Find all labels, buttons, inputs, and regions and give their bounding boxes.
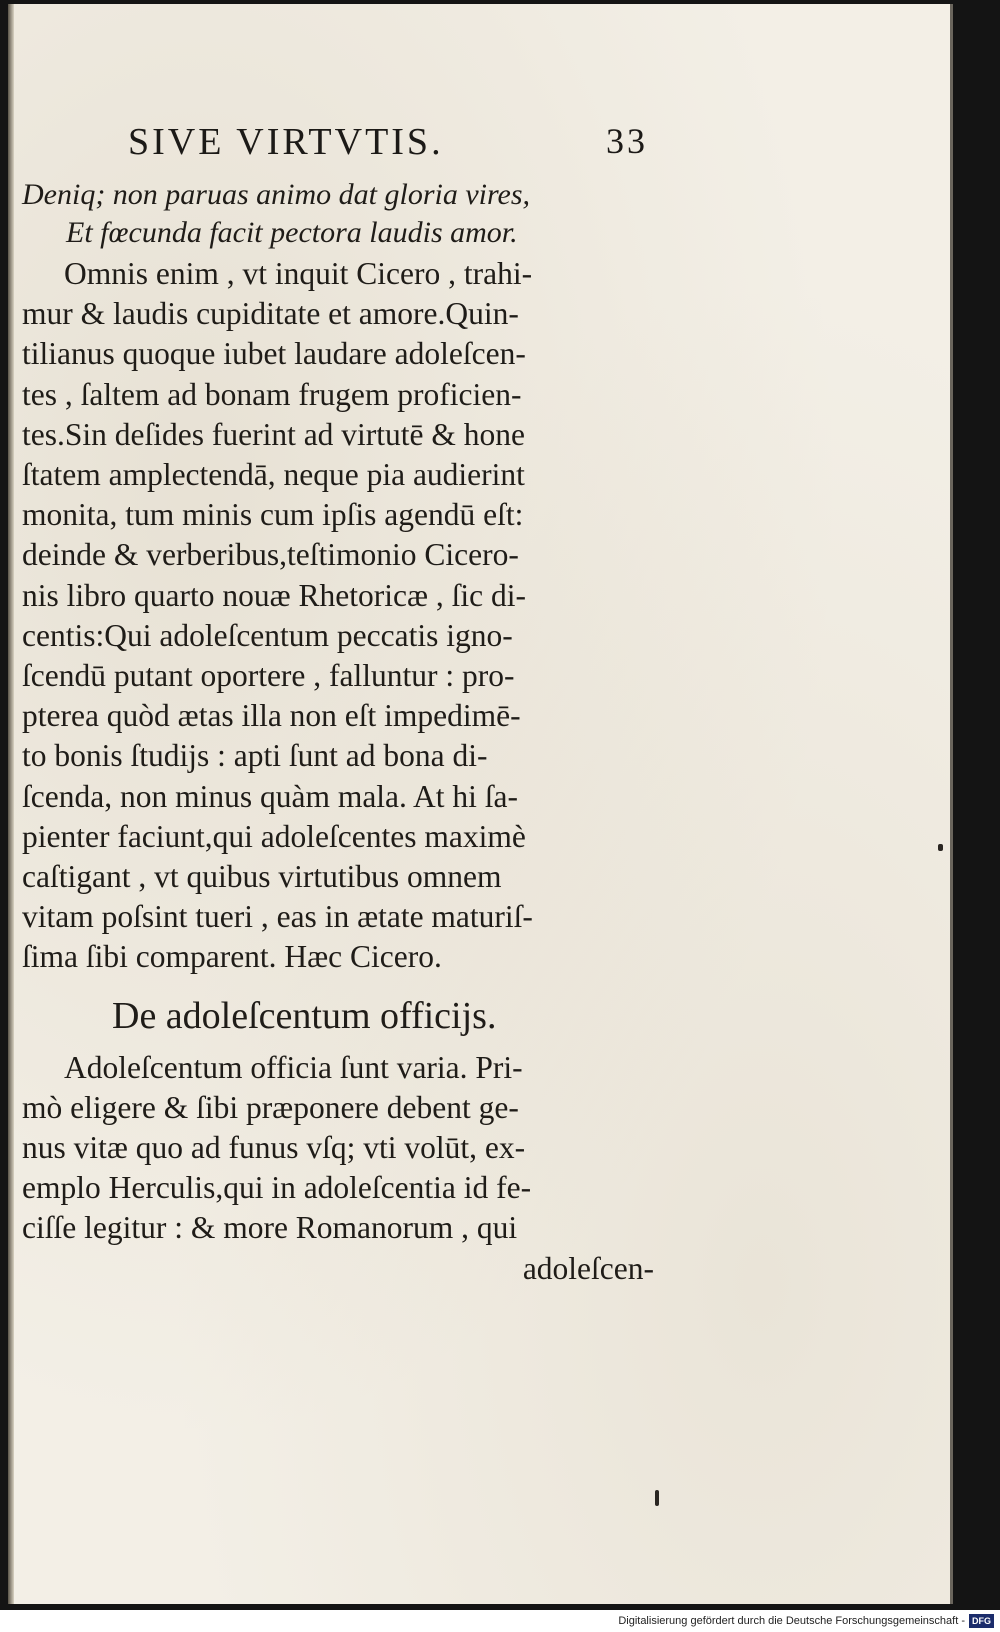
running-head: [128, 120, 648, 164]
paper-speck: [938, 844, 943, 851]
section-heading: De adoleſcentum officijs.: [112, 994, 497, 1037]
paragraph: [22, 1048, 654, 1289]
text-line: ſcendū putant oportere , falluntur : pro-: [22, 658, 515, 694]
page-gutter-shadow: [8, 4, 14, 1604]
text-line: Adoleſcentum officia ſunt varia. Pri-: [64, 1049, 523, 1085]
text-line: ſima ſibi comparent. Hæc Cicero.: [22, 939, 442, 975]
text-line: monita, tum minis cum ipſis agendū eſt:: [22, 497, 524, 533]
verse-line: Et fœcunda facit pectora laudis amor.: [66, 216, 518, 249]
text-line: mò eligere & ſibi præponere debent ge-: [22, 1089, 519, 1125]
text-line: deinde & verberibus,teſtimonio Cicero-: [22, 537, 519, 573]
text-line: pterea quòd ætas illa non eſt impedimē-: [22, 698, 521, 734]
text-line: emplo Herculis,qui in adoleſcentia id fe-: [22, 1170, 532, 1206]
text-line: ciſſe legitur : & more Romanorum , qui: [22, 1210, 518, 1246]
text-line: ſcenda, non minus quàm mala. At hi ſa-: [22, 778, 519, 814]
text-line: tes , ſaltem ad bonam frugem proficien-: [22, 376, 522, 412]
verse-quotation: [22, 176, 654, 252]
text-line: caſtigant , vt quibus virtutibus omnem: [22, 859, 502, 895]
dfg-logo: DFG: [969, 1614, 994, 1628]
page-number: 33: [606, 121, 648, 161]
paper-speck: [655, 1490, 659, 1506]
text-line: ſtatem amplectendā, neque pia audierint: [22, 457, 525, 493]
text-line: pienter faciunt,qui adoleſcentes maximè: [22, 818, 526, 854]
page-text: [22, 176, 654, 1289]
text-line: vitam poſsint tueri , eas in ætate maturiſ-: [22, 899, 533, 935]
book-page: [8, 4, 953, 1604]
text-line: nis libro quarto nouæ Rhetoricæ , ſic di-: [22, 577, 526, 613]
running-title: SIVE VIRTVTIS.: [128, 121, 444, 163]
verse-line: Deniq; non paruas animo dat gloria vires,: [22, 178, 531, 211]
digitization-footer: [0, 1610, 1000, 1632]
text-line: nus vitæ quo ad funus vſq; vti volūt, ex-: [22, 1130, 526, 1166]
catchword: adoleſcen-: [522, 1250, 654, 1286]
text-line: tes.Sin deſides fuerint ad virtutē & hone: [22, 416, 526, 452]
text-line: to bonis ſtudijs : apti ſunt ad bona di-: [22, 738, 488, 774]
text-line: centis:Qui adoleſcentum peccatis igno-: [22, 617, 513, 653]
paragraph: [22, 254, 654, 978]
text-line: Omnis enim , vt inquit Cicero , trahi-: [64, 256, 533, 291]
text-line: mur & laudis cupiditate et amore.Quin-: [22, 296, 519, 332]
text-line: tilianus quoque iubet laudare adoleſcen-: [22, 336, 526, 372]
funding-credit: Digitalisierung gefördert durch die Deutsche Forschungsgemeinschaft -: [618, 1615, 965, 1627]
